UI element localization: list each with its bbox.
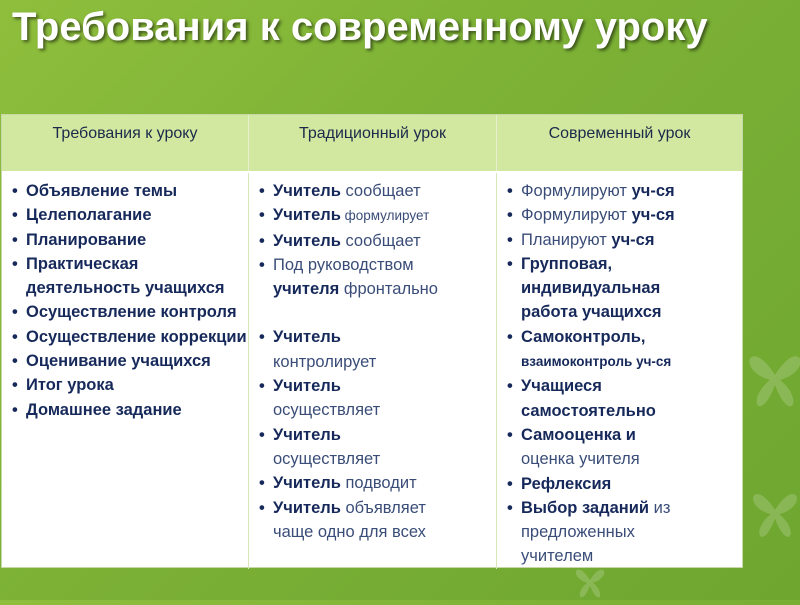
- item-text: осуществляет: [273, 449, 381, 468]
- item-bold-text: уч-ся: [631, 182, 675, 200]
- requirement-item: • Осуществление коррекции: [2, 325, 248, 349]
- modern-item: [497, 472, 742, 496]
- requirement-item: • Практическая деятельность учащихся: [2, 252, 248, 301]
- requirement-item: • Осуществление контроля: [2, 300, 248, 324]
- item-bold-text: уч-ся: [631, 206, 675, 225]
- item-text: Формулируют: [521, 182, 632, 200]
- requirement-item: • Объявление темы: [2, 179, 248, 203]
- item-text: фронтально: [339, 280, 438, 299]
- butterfly-decoration: [745, 470, 800, 550]
- modern-item: [497, 544, 742, 568]
- item-text: сообщает: [340, 182, 421, 200]
- item-bold-text: работа учащихся: [521, 303, 662, 322]
- item-text: оценка учителя: [521, 450, 640, 469]
- item-bold-text: самостоятельно: [521, 401, 656, 420]
- page-title: Требования к современному уроку: [12, 5, 708, 49]
- requirements-list: [2, 179, 248, 422]
- traditional-list: [249, 179, 496, 544]
- traditional-item: [249, 253, 496, 277]
- table-body: [2, 173, 742, 569]
- modern-item: [497, 203, 742, 227]
- butterfly-decoration: [740, 330, 800, 420]
- traditional-column: [249, 173, 497, 569]
- traditional-item: [249, 520, 496, 544]
- item-bold-text: уч-ся: [611, 230, 655, 249]
- item-text: формулирует: [340, 208, 430, 224]
- traditional-item: [249, 350, 496, 374]
- traditional-item: [249, 301, 496, 325]
- modern-item: [497, 423, 742, 447]
- item-bold-text: Учитель: [273, 328, 341, 347]
- item-bold-text: индивидуальная: [521, 279, 661, 298]
- modern-item: [497, 349, 742, 374]
- item-bold-text: учителя: [273, 280, 340, 299]
- traditional-item: [249, 179, 496, 203]
- item-bold-text: взаимоконтроль уч-ся: [521, 354, 672, 370]
- modern-column: [497, 173, 742, 569]
- modern-list: [497, 179, 742, 569]
- item-bold-text: Учитель: [273, 206, 341, 225]
- requirement-item: • Планирование: [2, 228, 248, 252]
- comparison-table: [1, 114, 743, 568]
- item-bold-text: Выбор заданий: [521, 498, 650, 517]
- requirement-item: • Целеполагание: [2, 203, 248, 227]
- modern-item: [497, 300, 742, 324]
- modern-item: [497, 399, 742, 423]
- modern-item: [497, 276, 742, 300]
- table-header-row: [2, 115, 742, 173]
- requirement-item: • Оценивание учащихся: [2, 349, 248, 373]
- modern-item: [497, 252, 742, 276]
- modern-item: [497, 325, 742, 349]
- item-text: учителем: [521, 547, 594, 566]
- modern-item: [497, 447, 742, 471]
- item-text: контролирует: [273, 352, 377, 371]
- item-bold-text: Учащиеся: [521, 377, 602, 396]
- item-text: подводит: [340, 474, 417, 493]
- modern-item: [497, 374, 742, 398]
- item-bold-text: Рефлексия: [521, 474, 612, 493]
- modern-item: [497, 520, 742, 544]
- modern-item: [497, 228, 742, 252]
- traditional-item: [249, 471, 496, 495]
- traditional-item: [249, 374, 496, 398]
- traditional-item: [249, 398, 496, 422]
- traditional-item: [249, 229, 496, 253]
- item-text: Планируют: [521, 230, 612, 249]
- item-bold-text: Групповая,: [521, 254, 613, 273]
- item-bold-text: Учитель: [273, 182, 341, 200]
- item-bold-text: Учитель: [273, 498, 341, 517]
- header-traditional: Традиционный урок: [249, 115, 497, 171]
- item-bold-text: Учитель: [273, 377, 341, 396]
- traditional-item: [249, 423, 496, 447]
- traditional-item: [249, 496, 496, 520]
- modern-item: [497, 179, 742, 203]
- item-text: из: [649, 498, 671, 517]
- header-modern: Современный урок: [548, 125, 691, 142]
- item-text: Под руководством: [273, 255, 414, 274]
- item-bold-text: Самоконтроль,: [521, 327, 646, 346]
- traditional-item: [249, 203, 496, 228]
- item-bold-text: Учитель: [273, 425, 341, 444]
- modern-item: [497, 496, 742, 520]
- item-text: осуществляет: [273, 401, 381, 420]
- item-text: Формулируют: [521, 206, 632, 225]
- item-bold-text: Учитель: [273, 231, 341, 250]
- traditional-item: [249, 325, 496, 349]
- item-text: объявляет: [340, 498, 426, 517]
- requirements-column: [2, 173, 249, 569]
- requirement-item: • Итог урока: [2, 373, 248, 397]
- requirement-item: • Домашнее задание: [2, 398, 248, 422]
- item-bold-text: Самооценка и: [521, 425, 636, 444]
- traditional-item: [249, 447, 496, 471]
- traditional-item: [249, 277, 496, 301]
- item-text: предложенных: [521, 523, 635, 542]
- item-text: чаще одно для всех: [273, 522, 426, 541]
- item-text: сообщает: [340, 231, 421, 250]
- item-bold-text: Учитель: [273, 474, 341, 493]
- header-requirements: Требования к уроку: [2, 115, 249, 171]
